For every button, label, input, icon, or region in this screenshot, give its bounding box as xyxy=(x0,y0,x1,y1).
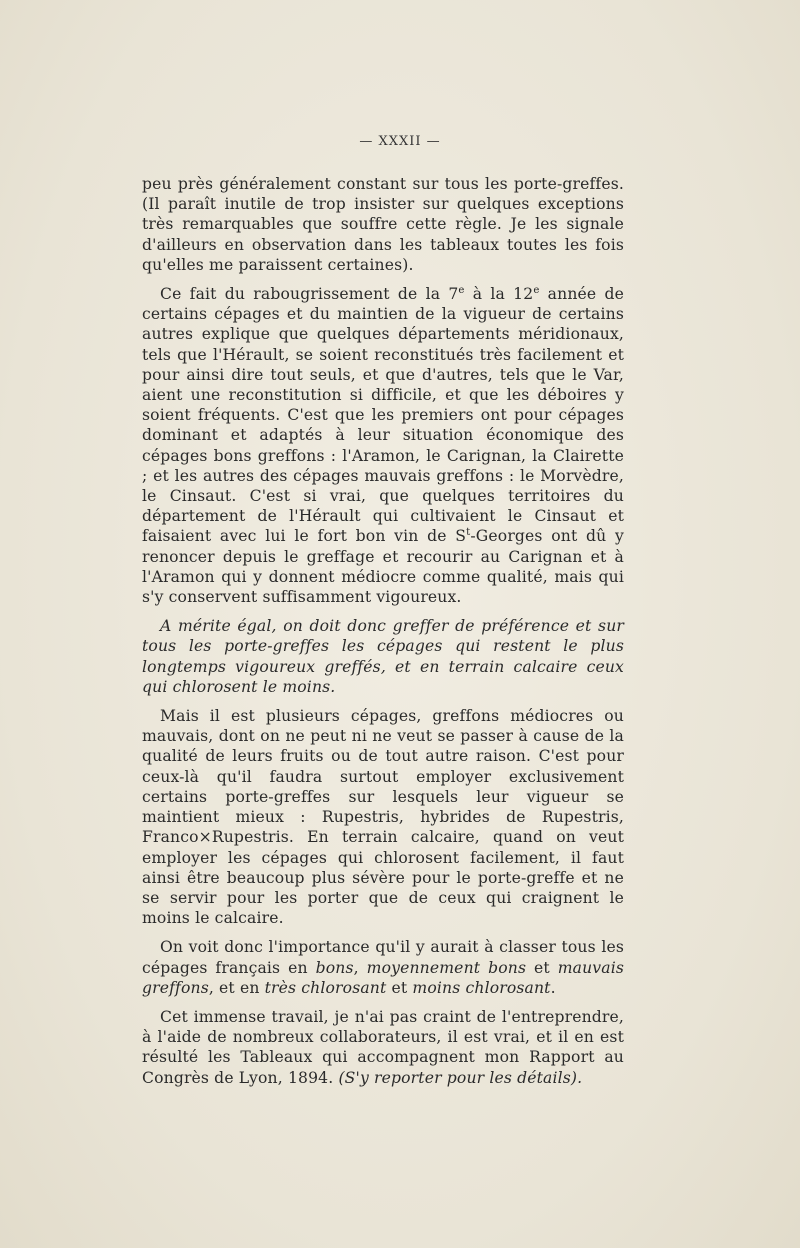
text-segment: année de certains cépages et du maintien de la vigueur de certains autres explique que quelques départements méridionaux, tels que l'Hérault, se soient reconstitués très facilement et pour ainsi dire tout seuls, et que d'autres, tels que le Var, aient une reconstitution si difficile, et que les déboires y soient fréquents. C'est que les premiers ont pour cépages dominant et adaptés à leur situation économique des cépages bons greffons : l'Aramon, le Carignan, la Clairette ; et les autres des cépages mauvais greffons : le Morvèdre, le Cinsaut. C'est si vrai, que quelques territoires du département de l'Hérault qui cultivaient le Cinsaut et faisaient avec lui le fort bon vin de S xyxy=(142,285,624,546)
text-segment: à la 12 xyxy=(464,285,534,304)
text-segment: moyennement bons xyxy=(366,958,527,977)
text-segment: , xyxy=(353,958,367,977)
text-segment: t xyxy=(466,527,471,539)
paragraph-6 xyxy=(142,1007,624,1088)
paragraph-4 xyxy=(142,706,624,928)
text-segment: très chlorosant xyxy=(264,978,387,997)
text-segment: e xyxy=(458,284,465,296)
text-segment: , et en xyxy=(208,978,265,997)
text-segment: peu près généralement constant sur tous les porte-greffes. (Il paraît inutile de trop insister sur quelques exceptions très remarquables que souffre cette règle. Je les signale d'ailleurs en observation dans les tableaux toutes les fois qu'elles me paraissent certaines). xyxy=(142,175,624,274)
paragraph-1 xyxy=(142,174,624,275)
text-segment: (S'y reporter pour les détails). xyxy=(338,1068,583,1087)
text-segment: . xyxy=(550,978,556,997)
text-segment: bons xyxy=(315,958,354,977)
text-segment: A mérite égal, on doit donc greffer de préférence et sur tous les porte-greffes les cépages qui restent le plus longtemps vigoureux greffés, et en terrain calcaire ceux qui chlorosent le moins. xyxy=(142,617,624,696)
text-segment: et xyxy=(526,958,558,977)
text-segment: et xyxy=(386,978,413,997)
paragraph-2 xyxy=(142,284,624,607)
paragraph-3 xyxy=(142,616,624,697)
paragraph-5 xyxy=(142,937,624,998)
text-segment: Ce fait du rabougrissement de la 7 xyxy=(160,285,459,304)
text-segment: Mais il est plusieurs cépages, greffons médiocres ou mauvais, dont on ne peut ni ne veut se passer à cause de la qualité de leurs fruits ou de tout autre raison. C'est pour ceux-là qu'il faudra surtout employer exclusivement certains porte-greffes sur lesquels leur vigueur se maintient mieux : Rupestris, hybrides de Rupestris, Franco×Rupestris. En terrain calcaire, quand on veut employer les cépages qui chlorosent facilement, il faut ainsi être beaucoup plus sévère pour le porte-greffe et ne se servir pour les porter que de ceux qui craignent le moins le calcaire. xyxy=(142,707,624,928)
text-segment: mauvais greffons xyxy=(142,958,625,997)
text-segment: moins chlorosant xyxy=(412,978,551,997)
text-segment: On voit donc l'importance qu'il y aurait à classer tous les cépages français en xyxy=(142,938,624,977)
text-segment: Cet immense travail, je n'ai pas craint de l'entreprendre, à l'aide de nombreux collaborateurs, il est vrai, et il en est résulté les Tableaux qui accompagnent mon Rapport au Congrès de Lyon, 1894. xyxy=(142,1007,624,1087)
body-text xyxy=(142,174,624,1097)
text-segment: e xyxy=(533,284,540,296)
page-number: — XXXII — xyxy=(359,134,441,149)
text-segment: -Georges ont dû y renoncer depuis le greffage et recourir au Carignan et à l'Aramon qui y donnent médiocre comme qualité, mais qui s'y conservent suffisamment vigoureux. xyxy=(142,527,624,607)
